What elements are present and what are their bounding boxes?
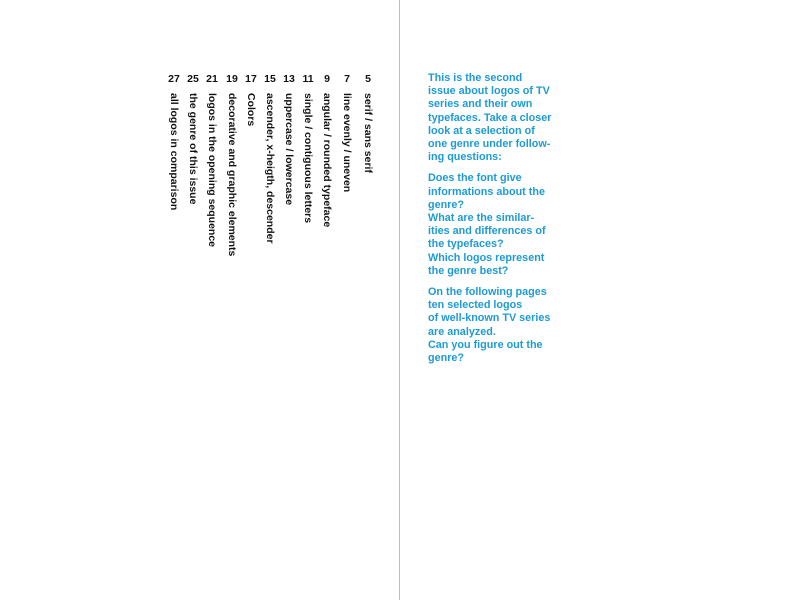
toc-page-number: 19 [226,73,238,85]
toc-page-number: 15 [264,73,276,85]
toc-page-number: 13 [283,73,295,85]
toc-page-number: 5 [365,73,371,85]
toc-entry [241,73,261,293]
toc-entry [183,73,203,293]
toc-entry [298,73,318,293]
toc-page-number: 9 [324,73,330,85]
toc-title: decorative and graphic elements [226,93,238,257]
toc-title: serif / sans serif [362,93,374,173]
intro-paragraph: This is the second issue about logos of TV series and their own typefaces. Take a closer look at a selection of one genre under follow- ing questions: [428,72,552,164]
toc-page-number: 21 [206,73,218,85]
toc-title: uppercase / lowercase [283,93,295,206]
toc-title: ascender, x-heigth, descender [264,93,276,244]
toc-entry [164,73,184,293]
toc-title: the genre of this issue [187,93,199,205]
table-of-contents [0,0,399,600]
intro-text [428,72,578,373]
toc-title: single / contiguous letters [302,93,314,224]
toc-entry [222,73,242,293]
toc-entry [279,73,299,293]
toc-entry [260,73,280,293]
toc-entry [358,73,378,293]
toc-title: Colors [245,93,257,127]
toc-title: line evenly / uneven [341,93,353,193]
toc-page-number: 25 [187,73,199,85]
toc-entry [337,73,357,293]
toc-title: all logos in comparison [168,93,180,211]
toc-page-number: 17 [245,73,257,85]
toc-entry [202,73,222,293]
toc-entry [317,73,337,293]
toc-page-number: 27 [168,73,180,85]
toc-page-number: 7 [344,73,350,85]
toc-page-number: 11 [302,73,314,85]
toc-title: logos in the opening sequence [206,93,218,248]
intro-paragraph: Does the font give informations about the genre? What are the similar- ities and differences of the typefaces? Which logos represent the genre best? [428,172,546,277]
intro-paragraph: On the following pages ten selected logos of well-known TV series are analyzed. Can you figure out the genre? [428,286,551,365]
toc-title: angular / rounded typeface [321,93,333,228]
left-page [0,0,399,600]
